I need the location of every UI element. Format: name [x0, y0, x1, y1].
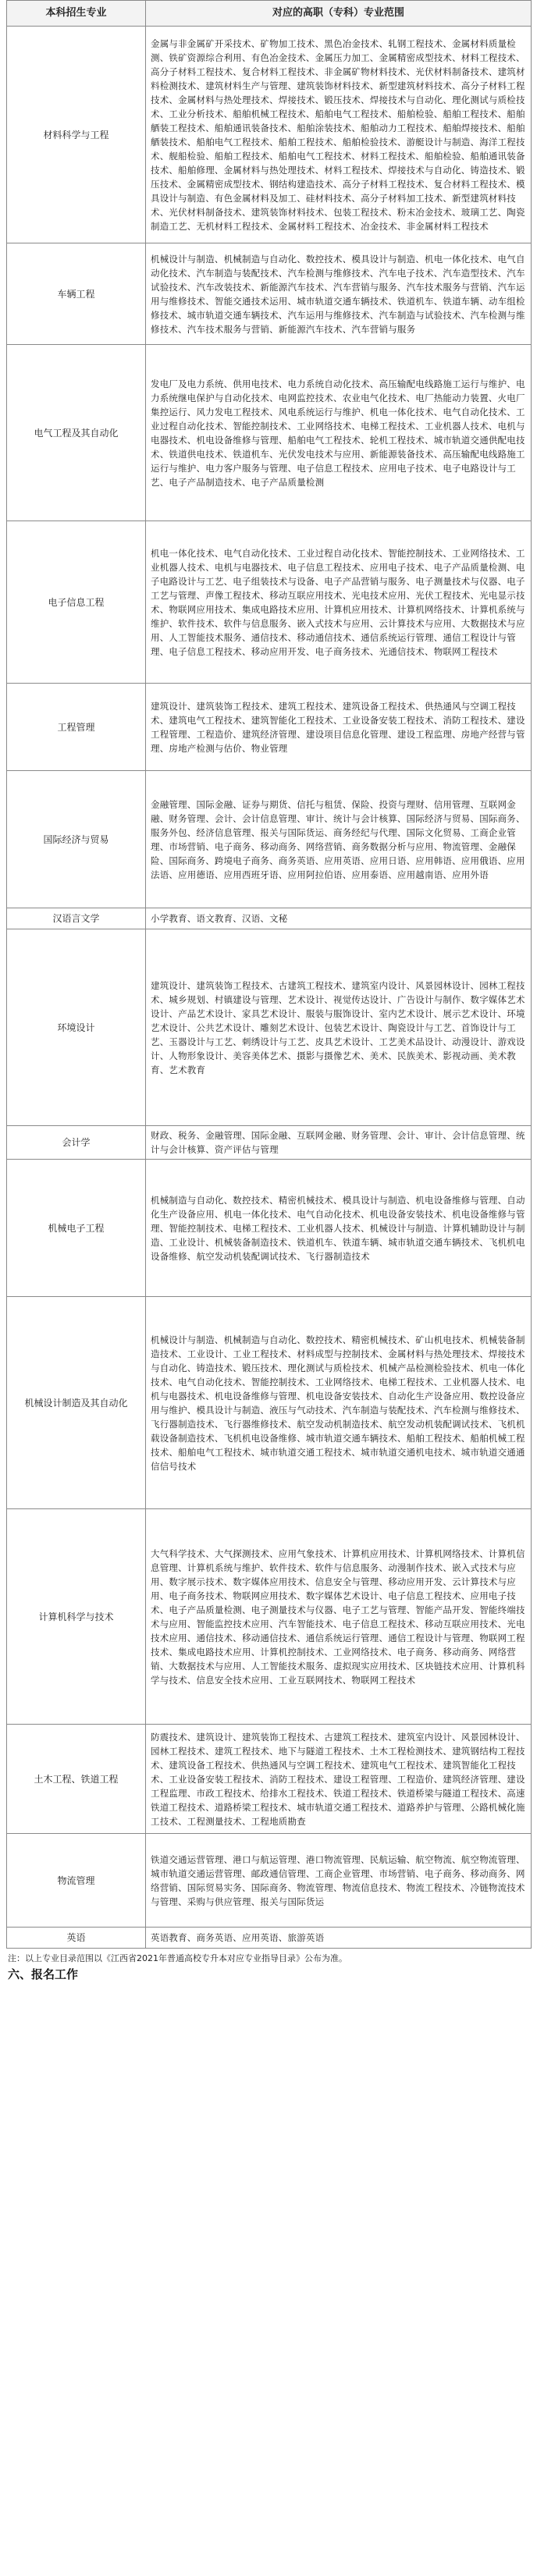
- table-body: [7, 27, 532, 1949]
- scope-cell: 机电一体化技术、电气自动化技术、工业过程自动化技术、智能控制技术、工业网络技术、工业机器人技术、电机与电器技术、电子信息工程技术、应用电子技术、电子产品质量检测、电子电路设计与工艺、电子组装技术与设备、电子产品营销与服务、电子测量技术与仪器、电子工艺与管理、声像工程技术、移动互联应用技术、光电技术应用、光伏工程技术、光电显示技术、物联网应用技术、集成电路技术应用、计算机应用技术、计算机网络技术、计算机系统与维护、软件技术、软件与信息服务、嵌入式技术与应用、云计算技术与应用、大数据技术与应用、人工智能技术服务、通信技术、移动通信技术、通信系统运行管理、通信工程设计与管理、电子信息工程技术、移动应用开发、电子商务技术、光通信技术、物联网工程技术: [146, 521, 532, 684]
- table-row: [7, 1160, 532, 1297]
- header-undergrad-major: 本科招生专业: [7, 1, 146, 27]
- table-row: [7, 1928, 532, 1949]
- table-row: [7, 521, 532, 684]
- footnote: 注：以上专业目录范围以《江西省2021年普通高校专升本对应专业指导目录》公布为准。: [8, 1953, 347, 1963]
- scope-cell: 英语教育、商务英语、应用英语、旅游英语: [146, 1928, 532, 1949]
- scope-cell: 机械设计与制造、机械制造与自动化、数控技术、模具设计与制造、机电一体化技术、电气自动化技术、汽车制造与装配技术、汽车检测与维修技术、汽车电子技术、汽车造型技术、汽车试验技术、汽车改装技术、新能源汽车技术、汽车营销与服务、汽车技术服务与营销、汽车运用与维修技术、智能交通技术运用、城市轨道交通车辆技术、铁道机车、铁道车辆、动车组检修技术、城市轨道交通车辆技术、汽车运用与维修技术、汽车制造与试验技术、汽车检测与维修技术、汽车技术服务与营销、新能源汽车技术、汽车营销与服务: [146, 243, 532, 345]
- section-heading: 六、报名工作: [8, 1967, 79, 1981]
- table-row: [7, 1297, 532, 1509]
- table-row: [7, 1509, 532, 1725]
- scope-cell: 机械设计与制造、机械制造与自动化、数控技术、精密机械技术、矿山机电技术、机械装备制造技术、工业设计、工业工程技术、材料成型与控制技术、金属材料与热处理技术、焊接技术与自动化、铸造技术、锻压技术、理化测试与质检技术、机械产品检测检验技术、机电一体化技术、电气自动化技术、智能控制技术、工业网络技术、电梯工程技术、工业机器人技术、电机与电器技术、机电设备维修与管理、机电设备安装技术、自动化生产设备应用、数控设备应用与维护、模具设计与制造、液压与气动技术、汽车制造与装配技术、汽车检测与维修技术、飞行器制造技术、飞行器维修技术、航空发动机制造技术、航空发动机装配调试技术、飞机机载设备制造技术、飞机机电设备维修、城市轨道交通车辆技术、船舶工程技术、船舶机械工程技术、船舶电气工程技术、城市轨道交通工程技术、城市轨道交通机电技术、城市轨道交通通信信号技术: [146, 1297, 532, 1509]
- major-mapping-table: [6, 0, 532, 1949]
- major-name-cell: 车辆工程: [7, 243, 146, 345]
- table-row: [7, 1834, 532, 1928]
- table-row: [7, 1725, 532, 1834]
- table-row: [7, 27, 532, 243]
- table-row: [7, 345, 532, 521]
- scope-cell: 大气科学技术、大气探测技术、应用气象技术、计算机应用技术、计算机网络技术、计算机信息管理、计算机系统与维护、软件技术、软件与信息服务、动漫制作技术、嵌入式技术与应用、数字展示技术、数字媒体应用技术、信息安全与管理、移动应用开发、云计算技术与应用、电子商务技术、物联网应用技术、数字媒体艺术设计、电子信息工程技术、应用电子技术、电子产品质量检测、电子测量技术与仪器、电子工艺与管理、智能产品开发、智能终端技术与应用、智能监控技术应用、汽车智能技术、电子信息工程技术、移动互联应用技术、光电技术应用、通信技术、移动通信技术、通信系统运行管理、通信工程设计与管理、物联网工程技术、集成电路技术应用、计算机控制技术、工业网络技术、电子商务、移动商务、网络营销、大数据技术与应用、人工智能技术服务、虚拟现实应用技术、区块链技术应用、计算机科学与技术、信息安全技术应用、工业互联网技术、物联网工程技术: [146, 1509, 532, 1725]
- table-row: [7, 243, 532, 345]
- header-vocational-scope: 对应的高职（专科）专业范围: [146, 1, 532, 27]
- major-name-cell: 材料科学与工程: [7, 27, 146, 243]
- major-name-cell: 计算机科学与技术: [7, 1509, 146, 1725]
- table-row: [7, 908, 532, 929]
- scope-cell: 建筑设计、建筑装饰工程技术、古建筑工程技术、建筑室内设计、风景园林设计、园林工程技术、城乡规划、村镇建设与管理、艺术设计、视觉传达设计、广告设计与制作、数字媒体艺术设计、产品艺术设计、家具艺术设计、服装与服饰设计、室内艺术设计、展示艺术设计、环境艺术设计、公共艺术设计、雕刻艺术设计、包装艺术设计、陶瓷设计与工艺、首饰设计与工艺、玉器设计与工艺、刺绣设计与工艺、皮具艺术设计、工艺美术品设计、动漫设计、游戏设计、人物形象设计、美容美体艺术、摄影与摄像艺术、美术、民族美术、影视动画、美术教育、艺术教育: [146, 929, 532, 1126]
- table-row: [7, 1126, 532, 1160]
- major-name-cell: 汉语言文学: [7, 908, 146, 929]
- table-row: [7, 929, 532, 1126]
- major-name-cell: 机械电子工程: [7, 1160, 146, 1297]
- major-name-cell: 机械设计制造及其自动化: [7, 1297, 146, 1509]
- table-row: [7, 684, 532, 771]
- major-name-cell: 工程管理: [7, 684, 146, 771]
- table-header-row: [7, 1, 532, 27]
- scope-cell: 建筑设计、建筑装饰工程技术、建筑工程技术、建筑设备工程技术、供热通风与空调工程技术、建筑电气工程技术、建筑智能化工程技术、工业设备安装工程技术、消防工程技术、建设工程管理、工程造价、建筑经济管理、建设项目信息化管理、建设工程监理、房地产经营与管理、房地产检测与估价、物业管理: [146, 684, 532, 771]
- major-name-cell: 物流管理: [7, 1834, 146, 1928]
- scope-cell: 铁道交通运营管理、港口与航运管理、港口物流管理、民航运输、航空物流、航空物流管理、城市轨道交通运营管理、邮政通信管理、工商企业管理、市场营销、电子商务、移动商务、网络营销、国际贸易实务、国际商务、物流管理、物流信息技术、物流工程技术、冷链物流技术与管理、采购与供应管理、报关与国际货运: [146, 1834, 532, 1928]
- scope-cell: 小学教育、语文教育、汉语、文秘: [146, 908, 532, 929]
- table-row: [7, 771, 532, 908]
- major-name-cell: 国际经济与贸易: [7, 771, 146, 908]
- major-name-cell: 土木工程、铁道工程: [7, 1725, 146, 1834]
- major-name-cell: 会计学: [7, 1126, 146, 1160]
- scope-cell: 金属与非金属矿开采技术、矿物加工技术、黑色冶金技术、轧钢工程技术、金属材料质量检测、铁矿资源综合利用、有色冶金技术、金属压力加工、金属精密成型技术、材料工程技术、高分子材料工程技术、复合材料工程技术、非金属矿物材料技术、光伏材料制备技术、建筑材料检测技术、建筑材料生产与管理、建筑装饰材料技术、新型建筑材料技术、高分子材料工程技术、金属材料与热处理技术、焊接技术、锻压技术、焊接技术与自动化、理化测试与质检技术、工业分析技术、船舶机械工程技术、船舶电气工程技术、船舶检验、船舶工程技术、船舶舾装工程技术、船舶通讯装备技术、船舶涂装技术、船舶动力工程技术、船舶焊接技术、船舶舾装技术、船舶电气工程技术、船舶工程技术、船舶检验技术、游艇设计与制造、海洋工程技术、舰船检验、船舶工程技术、船舶电气工程技术、材料工程技术、船舶检验、船舶通讯装备技术、船舶修理、金属材料与热处理技术、材料工程技术、焊接技术与自动化、铸造技术、锻压技术、金属精密成型技术、钢结构建造技术、高分子材料工程技术、复合材料工程技术、模具设计与制造、有色金属材料及加工、硅材料技术、高分子材料加工技术、新型建筑材料技术、光伏材料制备技术、建筑装饰材料技术、包装工程技术、粉末冶金技术、玻璃工艺、陶瓷制造工艺、无机材料工程技术、金属材料工程技术、冶金技术、非金属材料工程技术: [146, 27, 532, 243]
- scope-cell: 发电厂及电力系统、供用电技术、电力系统自动化技术、高压输配电线路施工运行与维护、电力系统继电保护与自动化技术、电网监控技术、农业电气化技术、电厂热能动力装置、火电厂集控运行、风力发电工程技术、风电系统运行与维护、机电一体化技术、电气自动化技术、工业过程自动化技术、智能控制技术、工业网络技术、电梯工程技术、工业机器人技术、电机与电器技术、机电设备维修与管理、船舶电气工程技术、轮机工程技术、城市轨道交通供配电技术、铁道供电技术、铁道机车、光伏发电技术与应用、新能源装备技术、高压输配电线路施工运行与维护、电力客户服务与管理、电子信息工程技术、应用电子技术、电子电路设计与工艺、电子产品制造技术、电子产品质量检测: [146, 345, 532, 521]
- scope-cell: 防震技术、建筑设计、建筑装饰工程技术、古建筑工程技术、建筑室内设计、风景园林设计、园林工程技术、建筑工程技术、地下与隧道工程技术、土木工程检测技术、建筑钢结构工程技术、建筑设备工程技术、供热通风与空调工程技术、建筑电气工程技术、建筑智能化工程技术、工业设备安装工程技术、消防工程技术、建设工程管理、工程造价、建筑经济管理、建设工程监理、市政工程技术、给排水工程技术、铁道工程技术、铁道桥梁与隧道工程技术、高速铁道工程技术、道路桥梁工程技术、城市轨道交通工程技术、道路养护与管理、公路机械化施工技术、工程测量技术、工程地质勘查: [146, 1725, 532, 1834]
- scope-cell: 金融管理、国际金融、证券与期货、信托与租赁、保险、投资与理财、信用管理、互联网金融、财务管理、会计、会计信息管理、审计、统计与会计核算、国际经济与贸易、国际商务、服务外包、经济信息管理、报关与国际货运、商务经纪与代理、国际文化贸易、工商企业管理、市场营销、电子商务、移动商务、网络营销、商务数据分析与应用、物流管理、金融保险、国际商务、跨境电子商务、商务英语、应用英语、应用日语、应用韩语、应用俄语、应用法语、应用德语、应用西班牙语、应用阿拉伯语、应用泰语、应用越南语、应用外语: [146, 771, 532, 908]
- scope-cell: 财政、税务、金融管理、国际金融、互联网金融、财务管理、会计、审计、会计信息管理、统计与会计核算、资产评估与管理: [146, 1126, 532, 1160]
- major-name-cell: 电气工程及其自动化: [7, 345, 146, 521]
- major-name-cell: 英语: [7, 1928, 146, 1949]
- major-name-cell: 环境设计: [7, 929, 146, 1126]
- major-name-cell: 电子信息工程: [7, 521, 146, 684]
- scope-cell: 机械制造与自动化、数控技术、精密机械技术、模具设计与制造、机电设备维修与管理、自动化生产设备应用、机电一体化技术、电气自动化技术、机电设备安装技术、机电设备维修与管理、智能控制技术、电梯工程技术、工业机器人技术、机械设计与制造、计算机辅助设计与制造、工业设计、机械装备制造技术、铁道机车、铁道车辆、城市轨道交通车辆技术、飞机机电设备维修、航空发动机装配调试技术、飞行器制造技术: [146, 1160, 532, 1297]
